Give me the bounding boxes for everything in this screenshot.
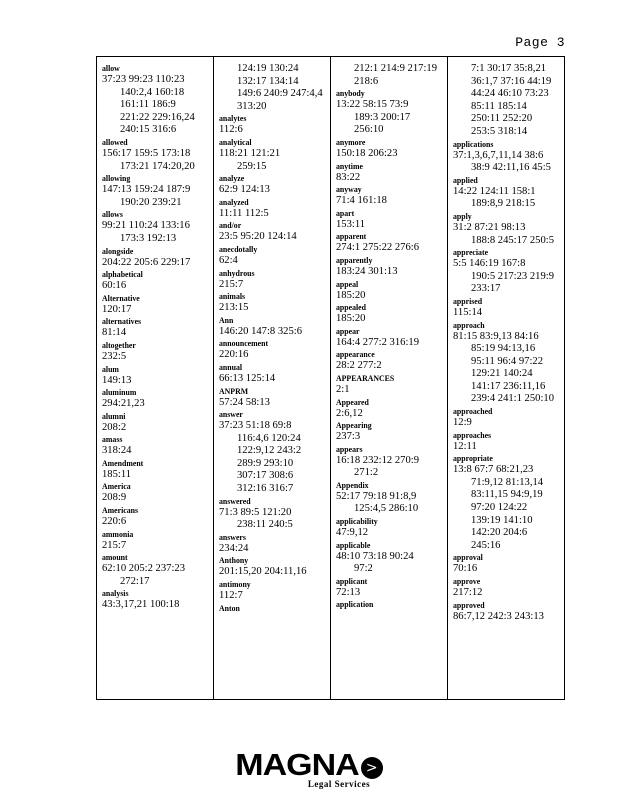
index-term: announcement <box>219 338 269 349</box>
index-term: approached <box>453 406 493 417</box>
index-reference: 208:2 <box>102 421 127 433</box>
index-term: amount <box>102 552 128 563</box>
index-reference: 122:9,12 243:2 <box>237 445 302 457</box>
index-term: appreciate <box>453 247 489 258</box>
index-reference: 142:20 204:6 <box>471 527 528 539</box>
index-reference: 153:11 <box>336 218 366 230</box>
index-reference: 215:7 <box>102 539 127 551</box>
index-reference: 70:16 <box>453 563 478 575</box>
index-term: application <box>336 599 374 610</box>
index-term: Alternative <box>102 292 140 303</box>
index-term: answers <box>219 531 246 542</box>
index-reference: 57:24 58:13 <box>219 396 270 408</box>
index-term: appears <box>336 443 363 454</box>
index-reference: 190:5 217:23 219:9 <box>471 270 554 282</box>
index-term: analyze <box>219 173 245 184</box>
index-reference: 118:21 121:21 <box>219 147 281 159</box>
index-term: Appeared <box>336 396 369 407</box>
index-term: America <box>102 481 131 492</box>
index-term: anhydrous <box>219 267 255 278</box>
index-term: anymore <box>336 136 366 147</box>
index-reference: 37:23 99:23 110:23 <box>102 74 185 85</box>
index-reference: 71:4 161:18 <box>336 195 387 207</box>
index-reference: 185:20 <box>336 313 366 325</box>
index-reference: 204:22 205:6 229:17 <box>102 256 191 268</box>
index-reference: 208:9 <box>102 492 127 504</box>
index-reference: 232:5 <box>102 350 127 362</box>
index-term: applied <box>453 174 478 185</box>
index-term: allows <box>102 209 123 220</box>
index-reference: 140:2,4 160:18 <box>120 86 185 98</box>
index-reference: 146:20 147:8 325:6 <box>219 325 302 337</box>
index-reference: 13:8 67:7 68:21,23 <box>453 464 534 476</box>
index-reference: 7:1 30:17 35:8,21 <box>471 63 547 74</box>
arrow-circle-icon: > <box>361 757 383 779</box>
index-term: Ann <box>219 314 234 325</box>
index-reference: 81:15 83:9,13 84:16 <box>453 330 539 342</box>
index-reference: 156:17 159:5 173:18 <box>102 147 191 159</box>
index-column-4 <box>447 57 564 699</box>
index-term: applications <box>453 138 494 149</box>
index-term: APPEARANCES <box>336 372 395 383</box>
index-reference: 188:8 245:17 250:5 <box>471 234 554 246</box>
index-reference: 312:16 316:7 <box>237 483 294 495</box>
index-term: Appearing <box>336 420 372 431</box>
index-term: applicant <box>336 575 368 586</box>
index-reference: 120:17 <box>102 303 132 315</box>
index-term: alum <box>102 363 119 374</box>
index-reference: 28:2 277:2 <box>336 360 382 372</box>
index-reference: 238:11 240:5 <box>237 519 293 531</box>
index-reference: 97:2 <box>354 563 373 575</box>
index-term: apparently <box>336 254 373 265</box>
index-term: apart <box>336 207 355 218</box>
index-reference: 233:17 <box>471 283 501 295</box>
index-reference: 112:7 <box>219 590 243 602</box>
index-reference: 116:4,6 120:24 <box>237 432 301 444</box>
index-reference: 212:1 214:9 217:19 <box>354 63 437 74</box>
index-reference: 271:2 <box>354 467 379 479</box>
index-term: anybody <box>336 88 365 99</box>
index-reference: 71:3 89:5 121:20 <box>219 506 292 518</box>
index-reference: 274:1 275:22 276:6 <box>336 242 419 254</box>
index-reference: 83:22 <box>336 171 361 183</box>
word-index-table <box>96 56 565 700</box>
index-reference: 132:17 134:14 <box>237 75 299 87</box>
index-reference: 220:16 <box>219 349 249 361</box>
index-reference: 62:4 <box>219 254 238 266</box>
index-reference: 253:5 318:14 <box>471 125 528 137</box>
index-term: Americans <box>102 505 139 516</box>
index-reference: 218:6 <box>354 75 379 87</box>
index-reference: 97:20 124:22 <box>471 502 528 514</box>
index-term: apply <box>453 210 472 221</box>
index-term: approve <box>453 576 481 586</box>
index-term: anytime <box>336 160 363 171</box>
index-reference: 173:3 192:13 <box>120 232 177 244</box>
index-reference: 81:14 <box>102 327 127 339</box>
index-reference: 52:17 79:18 91:8,9 <box>336 490 417 502</box>
index-reference: 14:22 124:11 158:1 <box>453 185 536 197</box>
index-reference: 307:17 308:6 <box>237 470 294 482</box>
index-reference: 259:15 <box>237 160 267 172</box>
index-reference: 272:17 <box>120 575 150 587</box>
index-reference: 150:18 206:23 <box>336 147 398 159</box>
index-reference: 12:9 <box>453 417 472 429</box>
index-reference: 12:11 <box>453 440 477 452</box>
index-reference: 13:22 58:15 73:9 <box>336 99 409 111</box>
index-reference: 161:11 186:9 <box>120 99 176 111</box>
index-reference: 220:6 <box>102 516 127 528</box>
index-reference: 47:9,12 <box>336 527 369 539</box>
index-reference: 16:18 232:12 270:9 <box>336 454 419 466</box>
index-reference: 124:19 130:24 <box>237 63 299 74</box>
index-reference: 2:6,12 <box>336 407 363 419</box>
index-reference: 83:11,15 94:9,19 <box>471 489 543 501</box>
index-reference: 237:3 <box>336 431 361 443</box>
magna-logo <box>0 748 618 789</box>
index-reference: 147:13 159:24 187:9 <box>102 184 191 196</box>
index-reference: 38:9 42:11,16 45:5 <box>471 162 551 174</box>
index-reference: 31:2 87:21 98:13 <box>453 221 526 233</box>
index-reference: 189:8,9 218:15 <box>471 198 536 210</box>
index-term: approaches <box>453 429 492 440</box>
index-term: appearance <box>336 349 375 360</box>
index-reference: 37:23 51:18 69:8 <box>219 420 292 432</box>
index-reference: 289:9 293:10 <box>237 457 294 469</box>
index-reference: 139:19 141:10 <box>471 514 533 526</box>
index-term: applicability <box>336 516 378 527</box>
index-reference: 72:13 <box>336 586 361 598</box>
index-column-2 <box>213 57 330 699</box>
index-term: anecdotally <box>219 243 258 254</box>
index-term: Anton <box>219 602 240 613</box>
index-term: answered <box>219 495 251 506</box>
index-reference: 86:7,12 242:3 243:13 <box>453 610 544 622</box>
index-term: approval <box>453 552 483 563</box>
index-column-1 <box>97 57 213 699</box>
index-reference: 234:24 <box>219 542 249 554</box>
index-reference: 215:7 <box>219 278 244 290</box>
index-reference: 221:22 229:16,24 <box>120 111 195 123</box>
index-term: alphabetical <box>102 269 143 280</box>
logo-wordmark: MAGNA <box>235 747 359 783</box>
index-reference: 62:9 124:13 <box>219 184 270 196</box>
index-reference: 11:11 112:5 <box>219 207 269 219</box>
index-reference: 23:5 95:20 124:14 <box>219 231 297 243</box>
index-term: appealed <box>336 302 366 313</box>
index-reference: 115:14 <box>453 306 483 318</box>
index-reference: 66:13 125:14 <box>219 372 276 384</box>
index-reference: 185:11 <box>102 468 132 480</box>
index-term: anyway <box>336 184 362 195</box>
index-term: appeal <box>336 278 359 289</box>
index-reference: 318:24 <box>102 445 132 457</box>
index-term: allow <box>102 63 120 73</box>
logo-subtitle: Legal Services <box>307 779 371 790</box>
index-term: animals <box>219 291 246 302</box>
index-reference: 164:4 277:2 316:19 <box>336 336 419 348</box>
index-term: Amendment <box>102 457 144 468</box>
index-reference: 5:5 146:19 167:8 <box>453 258 526 270</box>
index-reference: 62:10 205:2 237:23 <box>102 563 185 575</box>
index-term: apprised <box>453 295 483 306</box>
index-term: approach <box>453 319 485 330</box>
index-reference: 245:16 <box>471 539 501 551</box>
index-reference: 173:21 174:20,20 <box>120 160 195 172</box>
index-reference: 201:15,20 204:11,16 <box>219 566 307 578</box>
index-column-3 <box>330 57 447 699</box>
index-term: answer <box>219 409 243 420</box>
index-term: analytes <box>219 113 247 124</box>
index-term: analytical <box>219 136 252 147</box>
index-term: antimony <box>219 579 251 590</box>
index-reference: 149:13 <box>102 374 132 386</box>
index-reference: 294:21,23 <box>102 398 145 410</box>
index-reference: 256:10 <box>354 124 384 136</box>
index-reference: 95:11 96:4 97:22 <box>471 355 543 367</box>
index-reference: 85:11 185:14 <box>471 100 527 112</box>
index-term: appropriate <box>453 453 493 464</box>
index-term: analysis <box>102 588 129 599</box>
index-term: appear <box>336 325 360 336</box>
index-reference: 213:15 <box>219 302 249 314</box>
index-term: allowing <box>102 173 131 184</box>
index-reference: 85:19 94:13,16 <box>471 343 536 355</box>
index-reference: 125:4,5 286:10 <box>354 503 419 515</box>
index-reference: 239:4 241:1 250:10 <box>471 393 554 405</box>
index-reference: 185:20 <box>336 289 366 301</box>
index-term: amass <box>102 434 123 445</box>
index-reference: 149:6 240:9 247:4,4 <box>237 88 323 100</box>
index-reference: 44:24 46:10 73:23 <box>471 88 549 100</box>
index-reference: 112:6 <box>219 124 243 136</box>
index-term: apparent <box>336 231 367 242</box>
index-reference: 2:1 <box>336 383 350 395</box>
index-term: alternatives <box>102 316 142 327</box>
index-term: Anthony <box>219 555 249 566</box>
index-reference: 189:3 200:17 <box>354 111 411 123</box>
index-reference: 141:17 236:11,16 <box>471 380 546 392</box>
index-term: annual <box>219 361 243 372</box>
index-term: alumni <box>102 410 126 421</box>
page-number: Page 3 <box>515 35 565 50</box>
index-reference: 190:20 239:21 <box>120 196 182 208</box>
index-reference: 99:21 110:24 133:16 <box>102 220 190 232</box>
index-reference: 43:3,17,21 100:18 <box>102 599 180 611</box>
index-term: altogether <box>102 339 136 350</box>
index-reference: 183:24 301:13 <box>336 265 398 277</box>
index-term: allowed <box>102 136 128 147</box>
index-reference: 48:10 73:18 90:24 <box>336 550 414 562</box>
index-term: Appendix <box>336 479 369 490</box>
index-term: ammonia <box>102 528 134 539</box>
index-reference: 240:15 316:6 <box>120 124 177 136</box>
index-reference: 37:1,3,6,7,11,14 38:6 <box>453 149 544 161</box>
index-reference: 129:21 140:24 <box>471 368 533 380</box>
index-reference: 36:1,7 37:16 44:19 <box>471 75 552 87</box>
index-term: approved <box>453 599 485 610</box>
index-term: applicable <box>336 539 371 550</box>
index-term: and/or <box>219 220 242 231</box>
index-term: alongside <box>102 245 134 256</box>
index-reference: 71:9,12 81:13,14 <box>471 476 544 488</box>
index-reference: 313:20 <box>237 100 267 112</box>
index-term: aluminum <box>102 387 137 398</box>
index-reference: 60:16 <box>102 280 127 292</box>
index-reference: 250:11 252:20 <box>471 113 533 125</box>
index-term: analyzed <box>219 196 249 207</box>
index-reference: 217:12 <box>453 587 483 598</box>
index-term: ANPRM <box>219 385 249 396</box>
